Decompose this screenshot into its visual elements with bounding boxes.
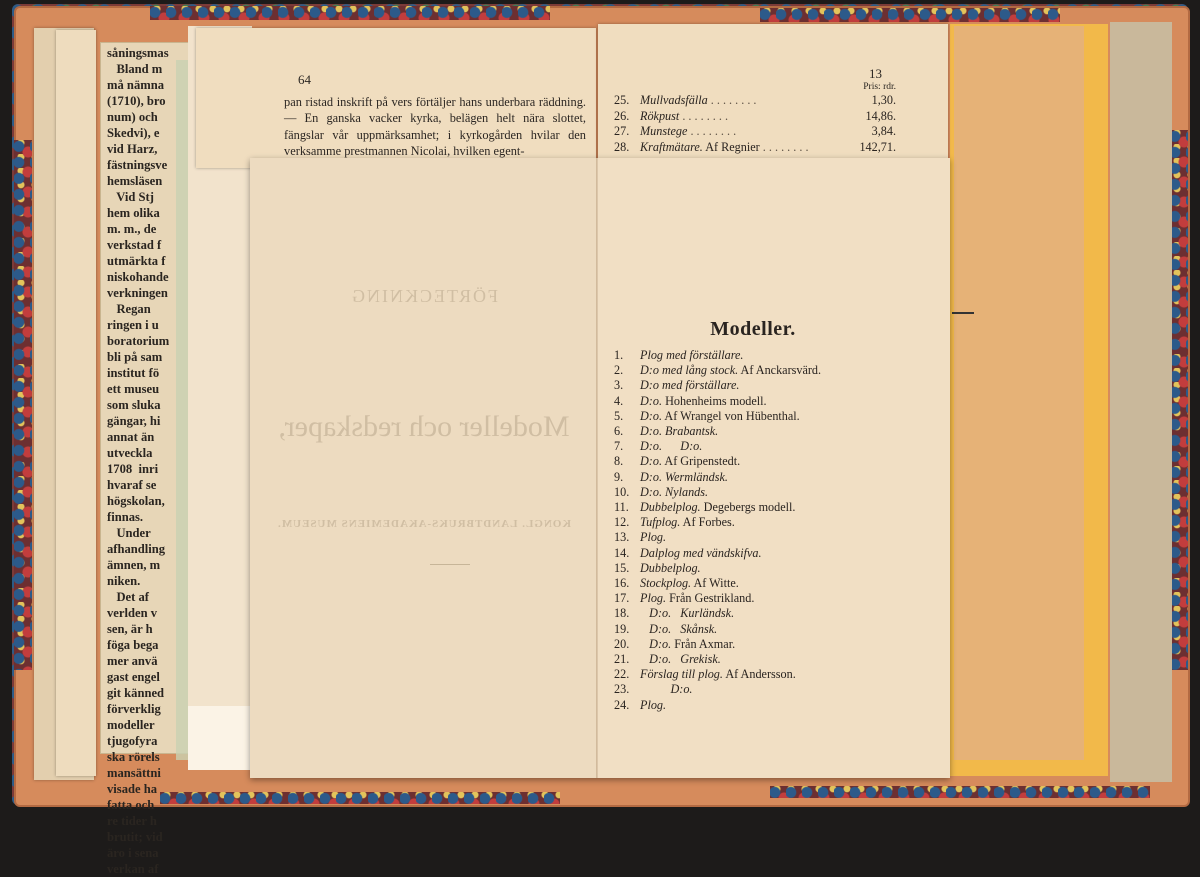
- clipping-line: 1708 inri: [107, 462, 159, 476]
- clipping-line: hemsläsen: [107, 174, 163, 188]
- clipping-line: verkstad f: [107, 238, 162, 252]
- model-item-name: Plog.: [640, 591, 667, 606]
- clipping-line: niskohande: [107, 270, 169, 284]
- model-item-number: 10.: [614, 484, 630, 499]
- model-item-note: Hohenheims modell.: [662, 393, 767, 408]
- clipping-line: m. m., de: [107, 222, 157, 236]
- clipping-line: fästningsve: [107, 158, 168, 172]
- model-item: [614, 682, 934, 697]
- model-item-number: 16.: [614, 576, 630, 591]
- model-item: [614, 378, 934, 393]
- model-item-number: 1.: [614, 348, 624, 362]
- price-row: [614, 124, 896, 140]
- clipping-line: högskolan,: [107, 494, 165, 508]
- model-item: [614, 622, 934, 637]
- price-row-price: 14,86.: [865, 108, 896, 123]
- clipping-line: sen, är h: [107, 622, 153, 636]
- price-row: [614, 93, 896, 109]
- model-item-number: 13.: [614, 530, 630, 545]
- model-item-number: 22.: [614, 667, 630, 682]
- paper-tab: [188, 706, 250, 770]
- model-item-number: 9.: [614, 469, 624, 484]
- model-item: [614, 576, 934, 591]
- model-item-number: 17.: [614, 591, 630, 606]
- price-row-price: 1,30.: [871, 93, 896, 107]
- clipping-line: Skedvi), e: [107, 126, 160, 140]
- clipping-line: fatta och: [107, 798, 155, 812]
- page-64: [196, 28, 596, 168]
- clipping-line: verlden v: [107, 606, 158, 620]
- clipping-line: git känned: [107, 686, 165, 700]
- model-item-note: Af Andersson.: [722, 667, 796, 682]
- model-item-number: 11.: [614, 500, 629, 515]
- model-item: [614, 667, 934, 682]
- price-row-extra: Af Regnier: [702, 139, 760, 154]
- clipping-line: hem olika: [107, 206, 160, 220]
- model-item-note: Af Witte.: [691, 576, 739, 591]
- model-item-name: D:o.: [640, 393, 663, 408]
- clipping-line: äro i sena: [107, 846, 159, 860]
- price-row-leader: . . . . . . . .: [687, 124, 737, 138]
- model-item-note: Af Anckarsvärd.: [738, 363, 822, 378]
- clipping-line: vid Harz,: [107, 142, 158, 156]
- model-item-number: 24.: [614, 697, 630, 712]
- model-item-number: 20.: [614, 636, 630, 651]
- model-item-note: Af Wrangel von Hübenthal.: [662, 408, 800, 423]
- model-item-name: D:o med lång stock.: [640, 363, 739, 378]
- price-row-number: 28.: [614, 139, 630, 154]
- model-item: [614, 394, 934, 409]
- model-item: [614, 454, 934, 469]
- model-item-number: 3.: [614, 378, 624, 393]
- model-item: [614, 561, 934, 576]
- model-item: [614, 470, 934, 485]
- price-row-number: 26.: [614, 108, 630, 123]
- clipping-line: verkningen: [107, 286, 168, 300]
- model-item-number: 21.: [614, 652, 630, 667]
- clipping-line: Bland m: [107, 62, 163, 76]
- model-item-name: D:o. Skånsk.: [640, 621, 718, 636]
- model-item-note: Degebergs modell.: [700, 500, 796, 515]
- model-item-name: Dubbelplog.: [640, 560, 701, 575]
- model-item-number: 19.: [614, 621, 630, 636]
- clipping-line: som sluka: [107, 398, 161, 412]
- marbled-edge-top-right: [760, 8, 1060, 22]
- price-row: [614, 140, 896, 156]
- page-64-text: pan ristad inskrift på vers förtäljer hans underbara räddning. — En ganska vacker kyrka, belägen helt nära slottet, fängslar vår uppmärksamhet; i kyrkogården hvilar den verksamme prestmannen Nicolai, hvilken egent-: [284, 95, 586, 158]
- page-number-64: 64: [298, 72, 311, 87]
- model-item: [614, 348, 934, 363]
- clipping-line: tjugofyra: [107, 734, 158, 748]
- clipping-line: (1710), bro: [107, 94, 166, 108]
- model-item-name: D:o. Wermländsk.: [640, 469, 728, 484]
- price-row-leader: . . . . . . . .: [759, 139, 809, 154]
- model-item: [614, 530, 934, 545]
- price-row-number: 27.: [614, 124, 630, 138]
- marbled-edge-bottom-right: [770, 786, 1150, 798]
- model-item-name: D:o med förställare.: [640, 378, 740, 393]
- model-item: [614, 546, 934, 561]
- clipping-line: Regan: [107, 302, 151, 316]
- insert-cover-page: [250, 158, 598, 778]
- clipping-line: niken.: [107, 574, 141, 588]
- clipping-line: re tider h: [107, 814, 157, 828]
- model-item-name: D:o. Grekisk.: [640, 652, 721, 667]
- clipping-line: verkan af: [107, 862, 159, 876]
- model-item-name: Plog.: [640, 530, 667, 545]
- marbled-edge-left: [14, 140, 32, 670]
- clipping-line: annat än: [107, 430, 155, 444]
- model-item-number: 23.: [614, 682, 630, 697]
- clipping-line: Under: [107, 526, 151, 540]
- price-row-number: 25.: [614, 93, 630, 107]
- price-row-name: Kraftmätare.: [640, 139, 703, 154]
- model-item: [614, 439, 934, 454]
- model-item-name: D:o.: [640, 636, 672, 651]
- price-header: Pris: rdr.: [863, 82, 896, 92]
- clipping-line: mer anvä: [107, 654, 158, 668]
- model-item-number: 8.: [614, 454, 624, 469]
- clipping-line: Det af: [107, 590, 149, 604]
- clipping-line: finnas.: [107, 510, 144, 524]
- model-item-note: Från Gestrikland.: [666, 591, 755, 606]
- clipping-line: brutit; vid: [107, 830, 163, 844]
- model-item-name: Plog.: [640, 697, 667, 712]
- clipping-line: institut fö: [107, 366, 160, 380]
- model-item: [614, 698, 934, 713]
- price-row: [614, 109, 896, 125]
- clipping-line: mansättni: [107, 766, 161, 780]
- clipping-line: föga bega: [107, 638, 159, 652]
- model-item: [614, 500, 934, 515]
- model-item-number: 18.: [614, 606, 630, 621]
- price-row-name: Mullvadsfälla: [640, 93, 708, 107]
- model-item-number: 12.: [614, 515, 630, 530]
- page-13: [598, 24, 948, 164]
- model-item-name: Plog med förställare.: [640, 348, 744, 362]
- models-heading: Modeller.: [710, 318, 796, 340]
- clipping-line: utmärkta f: [107, 254, 166, 268]
- clipping-line: såningsmas: [107, 46, 169, 60]
- marbled-edge-right: [1170, 130, 1188, 670]
- clipping-line: utveckla: [107, 446, 153, 460]
- clipping-line: ett museu: [107, 382, 160, 396]
- price-row-leader: . . . . . . . .: [707, 93, 757, 107]
- model-item-name: Dubbelplog.: [640, 500, 701, 515]
- ghost-rule: [430, 564, 470, 565]
- ghost-main-title: Modeller och redskaper,: [278, 410, 570, 443]
- model-item: [614, 424, 934, 439]
- ghost-title: FÖRTECKNING: [350, 286, 498, 306]
- model-item-name: D:o. Kurländsk.: [640, 606, 735, 621]
- model-item-number: 15.: [614, 560, 630, 575]
- model-item: [614, 652, 934, 667]
- price-row-leader: . . . . . . . .: [679, 108, 729, 123]
- marbled-edge-bottom: [160, 792, 560, 804]
- model-item: [614, 591, 934, 606]
- price-row-name: Rökpust: [640, 108, 680, 123]
- price-row-price: 142,71.: [859, 139, 896, 154]
- model-item-name: Förslag till plog.: [640, 667, 723, 682]
- model-item: [614, 637, 934, 652]
- clipping-line: modeller: [107, 718, 155, 732]
- model-item-number: 14.: [614, 545, 630, 560]
- clipping-line: må nämna: [107, 78, 165, 92]
- page-stack-inner: [56, 30, 96, 776]
- model-item: [614, 409, 934, 424]
- model-item: [614, 485, 934, 500]
- price-row-price: 3,84.: [871, 124, 896, 138]
- model-item-number: 6.: [614, 424, 624, 439]
- price-list: [614, 93, 896, 155]
- model-item-name: D:o. Brabantsk.: [640, 424, 719, 439]
- model-item: [614, 606, 934, 621]
- models-list: [614, 348, 934, 713]
- clipping-line: visade ha: [107, 782, 158, 796]
- model-item-number: 7.: [614, 439, 624, 454]
- clipping-line: ämnen, m: [107, 558, 161, 572]
- model-item-name: Dalplog med vändskifva.: [640, 545, 762, 560]
- ghost-subtitle: KONGL. LANDTBRUKS-AKADEMIENS MUSEUM.: [277, 518, 571, 530]
- gray-sheet: [1110, 22, 1172, 782]
- clipping-line: afhandling: [107, 542, 166, 556]
- clipping-line: gängar, hi: [107, 414, 161, 428]
- marbled-edge-top: [150, 6, 550, 20]
- yellow-inner-sheet: [954, 26, 1084, 760]
- clipping-line: gast engel: [107, 670, 160, 684]
- model-item: [614, 363, 934, 378]
- model-item-note: Af Gripenstedt.: [662, 454, 741, 469]
- model-item-name: D:o. D:o.: [640, 439, 703, 454]
- model-item-note: Från Axmar.: [671, 636, 736, 651]
- model-item-number: 5.: [614, 408, 624, 423]
- model-item-number: 2.: [614, 363, 624, 378]
- page-number-13: 13: [869, 66, 882, 81]
- model-item-number: 4.: [614, 393, 624, 408]
- clipping-line: num) och: [107, 110, 158, 124]
- model-item-name: Tufplog.: [640, 515, 681, 530]
- insert-models-page: [598, 158, 950, 778]
- clipping-line: bli på sam: [107, 350, 163, 364]
- model-item-name: D:o.: [640, 454, 663, 469]
- clipping-line: förverklig: [107, 702, 161, 716]
- model-item-name: D:o.: [640, 408, 663, 423]
- clipping-line: Vid Stj: [107, 190, 154, 204]
- pencil-mark: [952, 312, 974, 314]
- price-row-name: Munstege: [640, 124, 688, 138]
- clipping-line: hvaraf se: [107, 478, 157, 492]
- model-item-name: D:o.: [640, 682, 693, 697]
- model-item-name: Stockplog.: [640, 576, 692, 591]
- model-item-name: D:o. Nylands.: [640, 484, 709, 499]
- model-item: [614, 515, 934, 530]
- clipping-line: ringen i u: [107, 318, 159, 332]
- clipping-line: boratorium: [107, 334, 170, 348]
- clipping-line: ska rörels: [107, 750, 160, 764]
- model-item-note: Af Forbes.: [680, 515, 735, 530]
